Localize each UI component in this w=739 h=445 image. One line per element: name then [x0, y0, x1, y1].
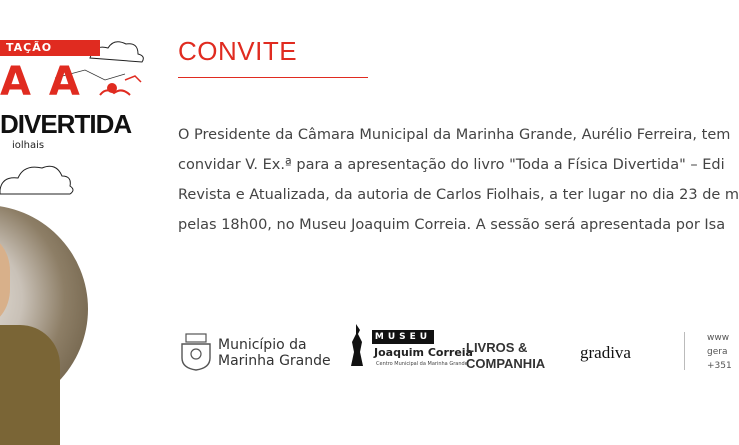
gradiva-logo: gradiva [580, 343, 631, 362]
invite-title: CONVITE [178, 36, 298, 66]
photo-jacket [0, 325, 60, 445]
footer-divider [684, 332, 685, 370]
poster-ribbon: TAÇÃO [0, 40, 100, 56]
poster-title-divertida: DIVERTIDA [0, 109, 132, 139]
livros-line-2: COMPANHIA [466, 356, 546, 371]
invite-line-2: convidar V. Ex.ª para a apresentação do livro "Toda a Física Divertida" – Edi [178, 157, 725, 173]
contact-web: www [707, 333, 730, 343]
livros-line-1: LIVROS & [466, 340, 528, 355]
poster-author: iolhais [12, 140, 45, 151]
museu-subtitle: Centro Municipal da Marinha Grande [376, 361, 468, 367]
photo-face [0, 235, 10, 325]
municipio-line-1: Município da [218, 337, 307, 353]
title-underline [178, 77, 368, 78]
poster-title-letters: A A [0, 59, 82, 105]
municipio-crest-icon [178, 332, 214, 372]
museu-label: MUSEU [372, 330, 434, 344]
cloud-illustration [0, 0, 160, 210]
book-poster [0, 0, 160, 400]
invite-line-3: Revista e Atualizada, da autoria de Carlos Fiolhais, a ter lugar no dia 23 de m [178, 187, 739, 203]
contact-email: gera [707, 347, 728, 357]
municipio-logo-text [218, 337, 331, 369]
invite-line-1: O Presidente da Câmara Municipal da Marinha Grande, Aurélio Ferreira, tem [178, 127, 731, 143]
museu-name: Joaquim Correia [374, 346, 473, 359]
museu-statue-icon [346, 322, 370, 370]
contact-phone: +351 [707, 361, 732, 371]
municipio-line-2: Marinha Grande [218, 353, 331, 369]
invite-line-4: pelas 18h00, no Museu Joaquim Correia. A sessão será apresentada por Isa [178, 217, 726, 233]
author-photo [0, 205, 88, 413]
livros-companhia-logo [466, 340, 545, 372]
